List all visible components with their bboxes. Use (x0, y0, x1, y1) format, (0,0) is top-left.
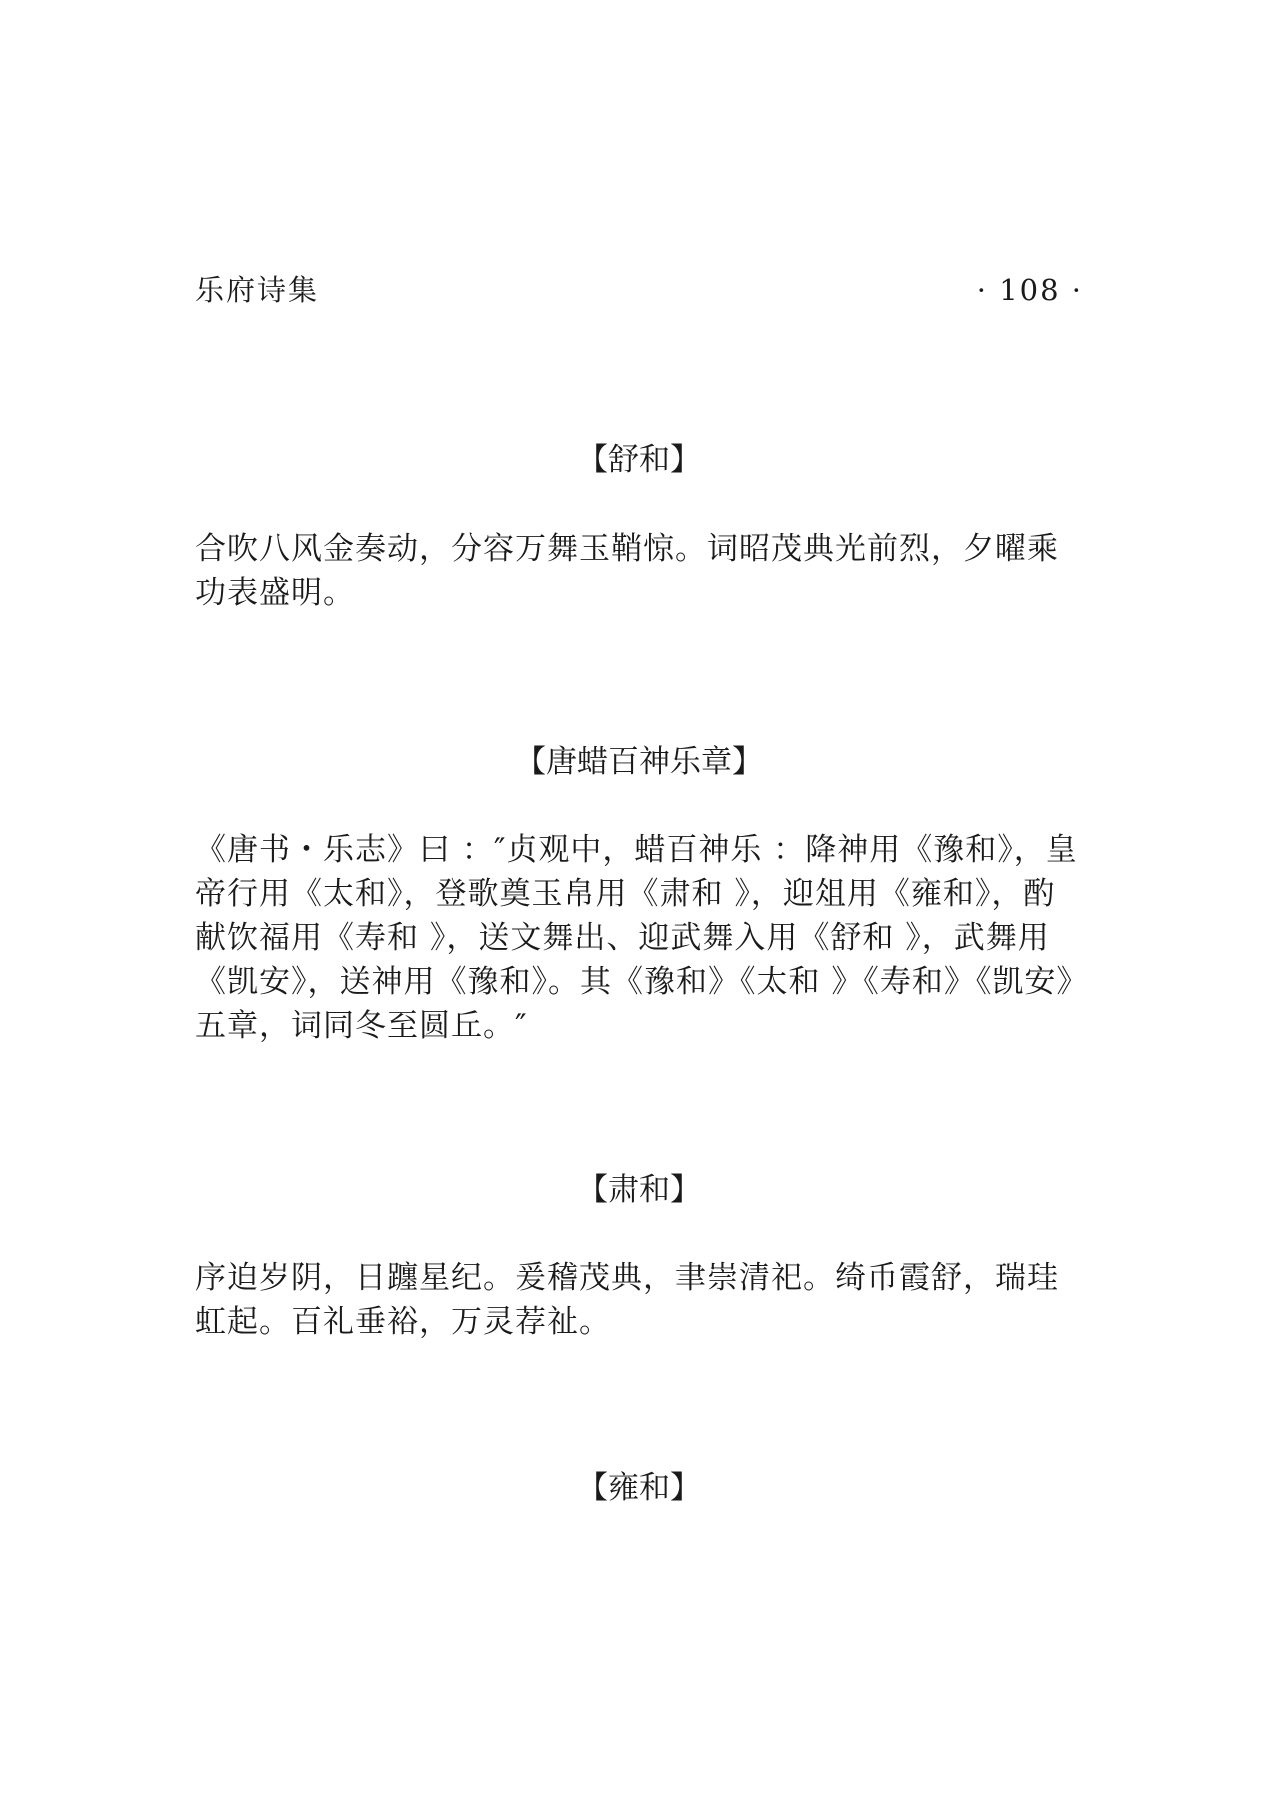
page-number: · 108 · (976, 273, 1083, 307)
section-title: 【唐蜡百神乐章】 (515, 744, 763, 780)
section-title: 【雍和】 (577, 1470, 701, 1506)
section-body: 序迫岁阴，日躔星纪。爰稽茂典，聿崇清祀。绮币霞舒，瑞珪虹起。百礼垂裕，万灵荐祉。 (195, 1260, 1059, 1340)
page-header (195, 268, 1083, 312)
section-title: 【舒和】 (577, 442, 701, 478)
book-title: 乐府诗集 (195, 273, 320, 307)
section-body: 《唐书・乐志》曰 ：″贞观中，蜡百神乐 ：降神用《豫和》，皇帝行用《太和》，登歌奠玉帛用《肃和 》，迎俎用《雍和》，酌献饮福用《寿和 》，送文舞出、迎武舞入用《舒和 》，武舞用《凯安》，送神用《豫和》。其《豫和》《太和 》《寿和》《凯安》五章，词同冬至圆丘。″ (195, 832, 1078, 1044)
section-title: 【肃和】 (577, 1172, 701, 1208)
section-body: 合吹八风金奏动，分容万舞玉鞘惊。词昭茂典光前烈，夕曜乘功表盛明。 (195, 531, 1059, 611)
